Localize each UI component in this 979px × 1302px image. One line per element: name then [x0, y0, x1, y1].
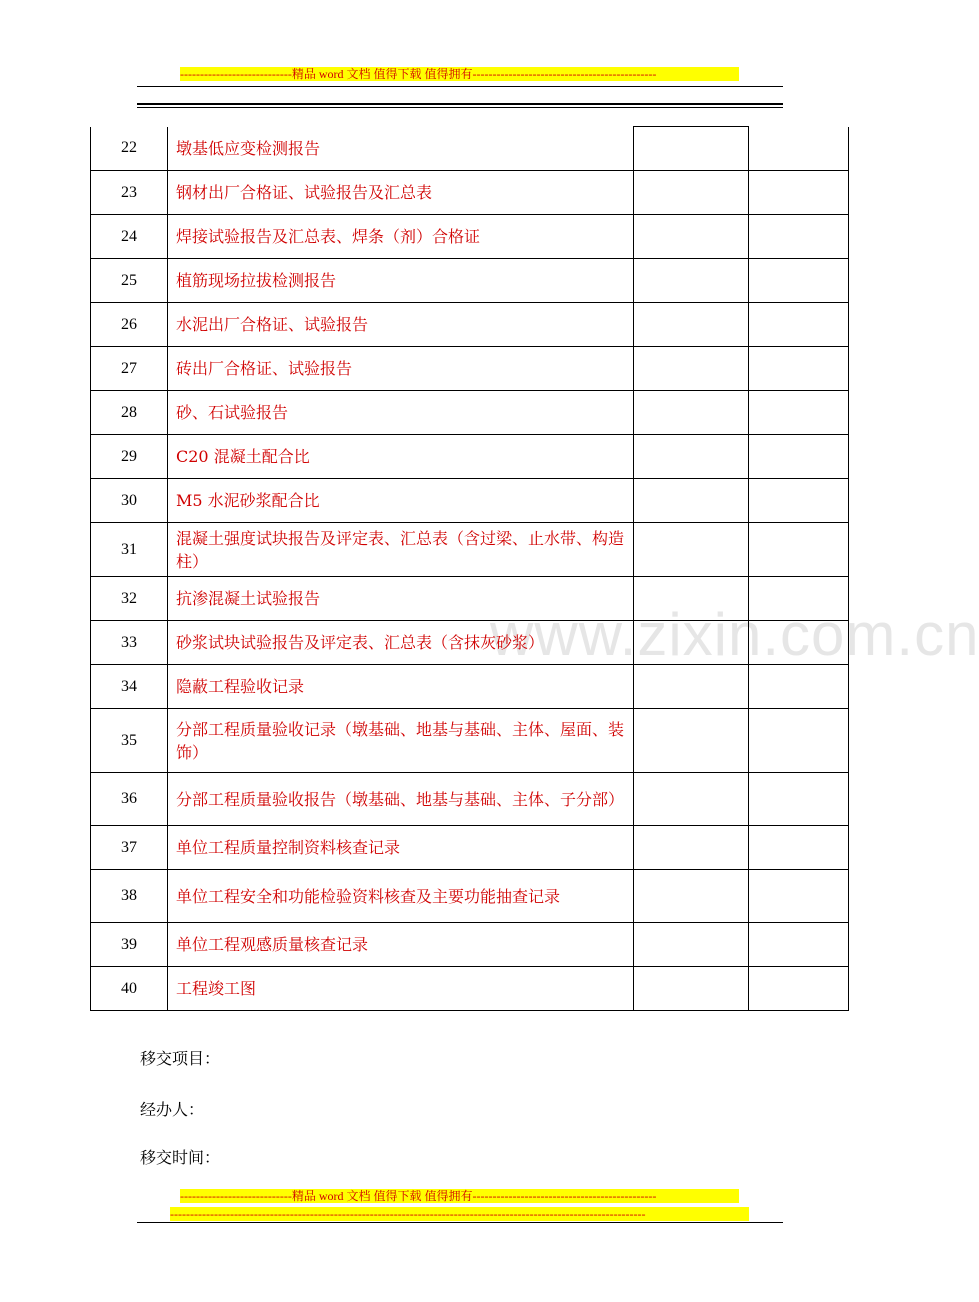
check-cell [634, 621, 749, 665]
table-row [91, 479, 849, 523]
table-row [91, 923, 849, 967]
remark-cell [749, 479, 849, 523]
check-cell [634, 870, 749, 923]
row-number: 37 [91, 826, 168, 870]
check-cell [634, 435, 749, 479]
document-item: 分部工程质量验收报告（墩基础、地基与基础、主体、子分部） [168, 773, 634, 826]
check-cell [634, 127, 749, 171]
document-item: 钢材出厂合格证、试验报告及汇总表 [168, 171, 634, 215]
row-number: 31 [91, 523, 168, 577]
handler-label: 经办人： [140, 1100, 205, 1119]
row-number: 22 [91, 127, 168, 171]
row-number: 30 [91, 479, 168, 523]
table-row [91, 523, 849, 577]
table-row [91, 303, 849, 347]
header-rule [137, 86, 783, 87]
header-banner: ----------------------------精品 word 文档 值得下载 值得拥有---------------------------------------------- [180, 67, 739, 81]
row-number: 27 [91, 347, 168, 391]
remark-cell [749, 621, 849, 665]
row-number: 39 [91, 923, 168, 967]
footer-banner-dashes: ----------------------------------------------------------------------------------------------------------------------- [170, 1207, 749, 1221]
check-cell [634, 773, 749, 826]
document-item: 砖出厂合格证、试验报告 [168, 347, 634, 391]
check-cell [634, 826, 749, 870]
table-row [91, 621, 849, 665]
document-item: 单位工程安全和功能检验资料核查及主要功能抽查记录 [168, 870, 634, 923]
check-cell [634, 967, 749, 1011]
remark-cell [749, 435, 849, 479]
remark-cell [749, 303, 849, 347]
table-row [91, 127, 849, 171]
row-number: 26 [91, 303, 168, 347]
document-item: 工程竣工图 [168, 967, 634, 1011]
row-number: 34 [91, 665, 168, 709]
check-cell [634, 923, 749, 967]
watermark: www.zixin.com.cn [490, 601, 979, 668]
row-number: 36 [91, 773, 168, 826]
table-row [91, 826, 849, 870]
remark-cell [749, 391, 849, 435]
check-cell [634, 303, 749, 347]
table-row [91, 347, 849, 391]
table-row [91, 435, 849, 479]
row-number: 33 [91, 621, 168, 665]
table-row [91, 967, 849, 1011]
remark-cell [749, 259, 849, 303]
table-row [91, 773, 849, 826]
check-cell [634, 665, 749, 709]
table-row [91, 171, 849, 215]
document-item: 植筋现场拉拔检测报告 [168, 259, 634, 303]
table-row [91, 259, 849, 303]
footer-banner: ----------------------------精品 word 文档 值得下载 值得拥有---------------------------------------------- [180, 1189, 739, 1203]
document-item: 单位工程观感质量核查记录 [168, 923, 634, 967]
table-row [91, 391, 849, 435]
remark-cell [749, 347, 849, 391]
remark-cell [749, 215, 849, 259]
remark-cell [749, 665, 849, 709]
document-item: 混凝土强度试块报告及评定表、汇总表（含过梁、止水带、构造柱） [168, 523, 634, 577]
check-cell [634, 171, 749, 215]
document-item: 砂、石试验报告 [168, 391, 634, 435]
check-cell [634, 215, 749, 259]
check-cell [634, 577, 749, 621]
remark-cell [749, 171, 849, 215]
row-number: 29 [91, 435, 168, 479]
check-cell [634, 347, 749, 391]
footer-rule [137, 1222, 783, 1223]
check-cell [634, 259, 749, 303]
document-item: 单位工程质量控制资料核查记录 [168, 826, 634, 870]
row-number: 24 [91, 215, 168, 259]
remark-cell [749, 967, 849, 1011]
document-item: 抗渗混凝土试验报告 [168, 577, 634, 621]
remark-cell [749, 870, 849, 923]
remark-cell [749, 577, 849, 621]
document-item: 分部工程质量验收记录（墩基础、地基与基础、主体、屋面、装饰） [168, 709, 634, 773]
transfer-time-label: 移交时间： [140, 1148, 221, 1167]
row-number: 28 [91, 391, 168, 435]
row-number: 25 [91, 259, 168, 303]
table-row [91, 577, 849, 621]
table-row [91, 870, 849, 923]
remark-cell [749, 709, 849, 773]
remark-cell [749, 523, 849, 577]
transfer-project-label: 移交项目： [140, 1049, 221, 1068]
document-item: 焊接试验报告及汇总表、焊条（剂）合格证 [168, 215, 634, 259]
check-cell [634, 391, 749, 435]
table-row [91, 215, 849, 259]
row-number: 35 [91, 709, 168, 773]
remark-cell [749, 923, 849, 967]
transfer-list-table [90, 126, 849, 1011]
row-number: 23 [91, 171, 168, 215]
check-cell [634, 523, 749, 577]
check-cell [634, 709, 749, 773]
document-item: M5 水泥砂浆配合比 [168, 479, 634, 523]
check-cell [634, 479, 749, 523]
remark-cell [749, 773, 849, 826]
table-row [91, 665, 849, 709]
table-row [91, 709, 849, 773]
document-item: C20 混凝土配合比 [168, 435, 634, 479]
header-double-rule [137, 103, 783, 105]
document-item: 砂浆试块试验报告及评定表、汇总表（含抹灰砂浆） [168, 621, 634, 665]
remark-cell [749, 127, 849, 171]
row-number: 38 [91, 870, 168, 923]
document-item: 水泥出厂合格证、试验报告 [168, 303, 634, 347]
document-item: 隐蔽工程验收记录 [168, 665, 634, 709]
row-number: 32 [91, 577, 168, 621]
document-item: 墩基低应变检测报告 [168, 127, 634, 171]
remark-cell [749, 826, 849, 870]
header-double-rule-lower [137, 107, 783, 108]
row-number: 40 [91, 967, 168, 1011]
